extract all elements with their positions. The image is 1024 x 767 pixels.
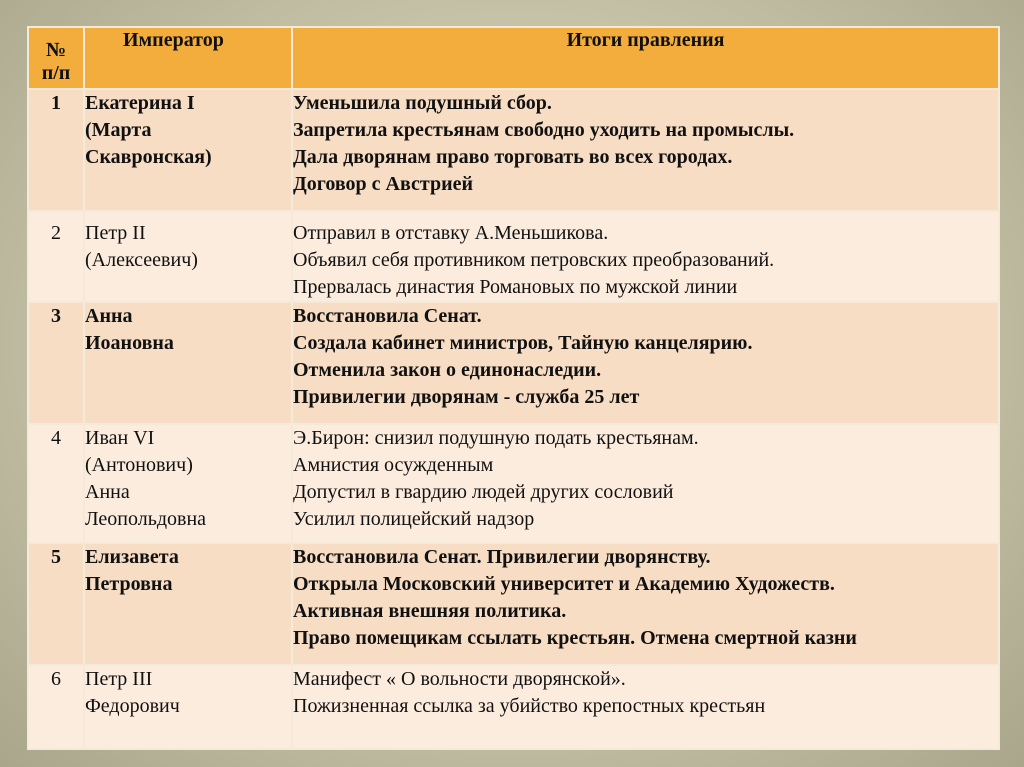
row-number: 6 — [28, 665, 84, 749]
result-line: Восстановила Сенат. — [293, 305, 482, 327]
result-line: Усилил полицейский надзор — [293, 508, 535, 530]
emperor-line: Анна — [85, 481, 130, 503]
emperor-line: Петровна — [85, 573, 173, 595]
result-line: Отменила закон о единонаследии. — [293, 359, 602, 381]
header-emperor: Император — [84, 27, 292, 89]
result-line: Открыла Московский университет и Академию Художеств. — [293, 573, 835, 595]
table-row — [28, 424, 999, 543]
result-line: Пожизненная ссылка за убийство крепостных крестьян — [293, 695, 766, 717]
result-line: Отправил в отставку А.Меньшикова. — [293, 222, 609, 244]
emperor-line: Екатерина I — [85, 92, 195, 114]
result-line: Уменьшила подушный сбор. — [293, 92, 552, 114]
emperor-cell — [84, 302, 292, 424]
emperor-line: (Антонович) — [85, 454, 193, 476]
emperor-line: Иоановна — [85, 332, 174, 354]
emperor-cell — [84, 424, 292, 543]
table-row — [28, 543, 999, 665]
result-line: Создала кабинет министров, Тайную канцелярию. — [293, 332, 753, 354]
header-results: Итоги правления — [292, 27, 999, 89]
result-line: Дала дворянам право торговать во всех городах. — [293, 146, 733, 168]
result-line: Манифест « О вольности дворянской». — [293, 668, 626, 690]
header-number-line: № — [45, 39, 67, 61]
table-row — [28, 211, 999, 302]
row-number: 2 — [28, 211, 84, 302]
results-cell — [292, 543, 999, 665]
emperor-cell — [84, 89, 292, 211]
emperor-line: Скавронская) — [85, 146, 212, 168]
table-row — [28, 302, 999, 424]
emperor-line: Иван VI — [85, 427, 155, 449]
emperor-cell — [84, 665, 292, 749]
emperor-line: Петр III — [85, 668, 153, 690]
result-line: Право помещикам ссылать крестьян. Отмена смертной казни — [293, 627, 857, 649]
table-row — [28, 89, 999, 211]
results-cell — [292, 211, 999, 302]
table-header-row — [28, 27, 999, 89]
table-row — [28, 665, 999, 749]
row-number: 4 — [28, 424, 84, 543]
results-cell — [292, 665, 999, 749]
result-line: Восстановила Сенат. Привилегии дворянству. — [293, 546, 711, 568]
result-line: Договор с Австрией — [293, 173, 473, 195]
result-line: Активная внешняя политика. — [293, 600, 567, 622]
row-number: 3 — [28, 302, 84, 424]
results-cell — [292, 424, 999, 543]
emperor-cell — [84, 211, 292, 302]
emperor-line: Петр II — [85, 222, 146, 244]
header-number-line: п/п — [41, 62, 71, 84]
row-number: 1 — [28, 89, 84, 211]
row-number: 5 — [28, 543, 84, 665]
result-line: Прервалась династия Романовых по мужской линии — [293, 276, 738, 298]
result-line: Э.Бирон: снизил подушную подать крестьянам. — [293, 427, 699, 449]
emperor-line: (Алексеевич) — [85, 249, 198, 271]
emperor-line: Леопольдовна — [85, 508, 207, 530]
emperor-line: Федорович — [85, 695, 180, 717]
result-line: Привилегии дворянам - служба 25 лет — [293, 386, 640, 408]
emperor-line: Елизавета — [85, 546, 179, 568]
results-cell — [292, 89, 999, 211]
results-cell — [292, 302, 999, 424]
header-number — [28, 27, 84, 89]
emperor-line: Анна — [85, 305, 133, 327]
result-line: Объявил себя противником петровских преобразований. — [293, 249, 775, 271]
reign-results-table — [27, 26, 1000, 750]
emperor-line: (Марта — [85, 119, 152, 141]
result-line: Амнистия осужденным — [293, 454, 494, 476]
emperor-cell — [84, 543, 292, 665]
result-line: Допустил в гвардию людей других сословий — [293, 481, 674, 503]
result-line: Запретила крестьянам свободно уходить на промыслы. — [293, 119, 795, 141]
